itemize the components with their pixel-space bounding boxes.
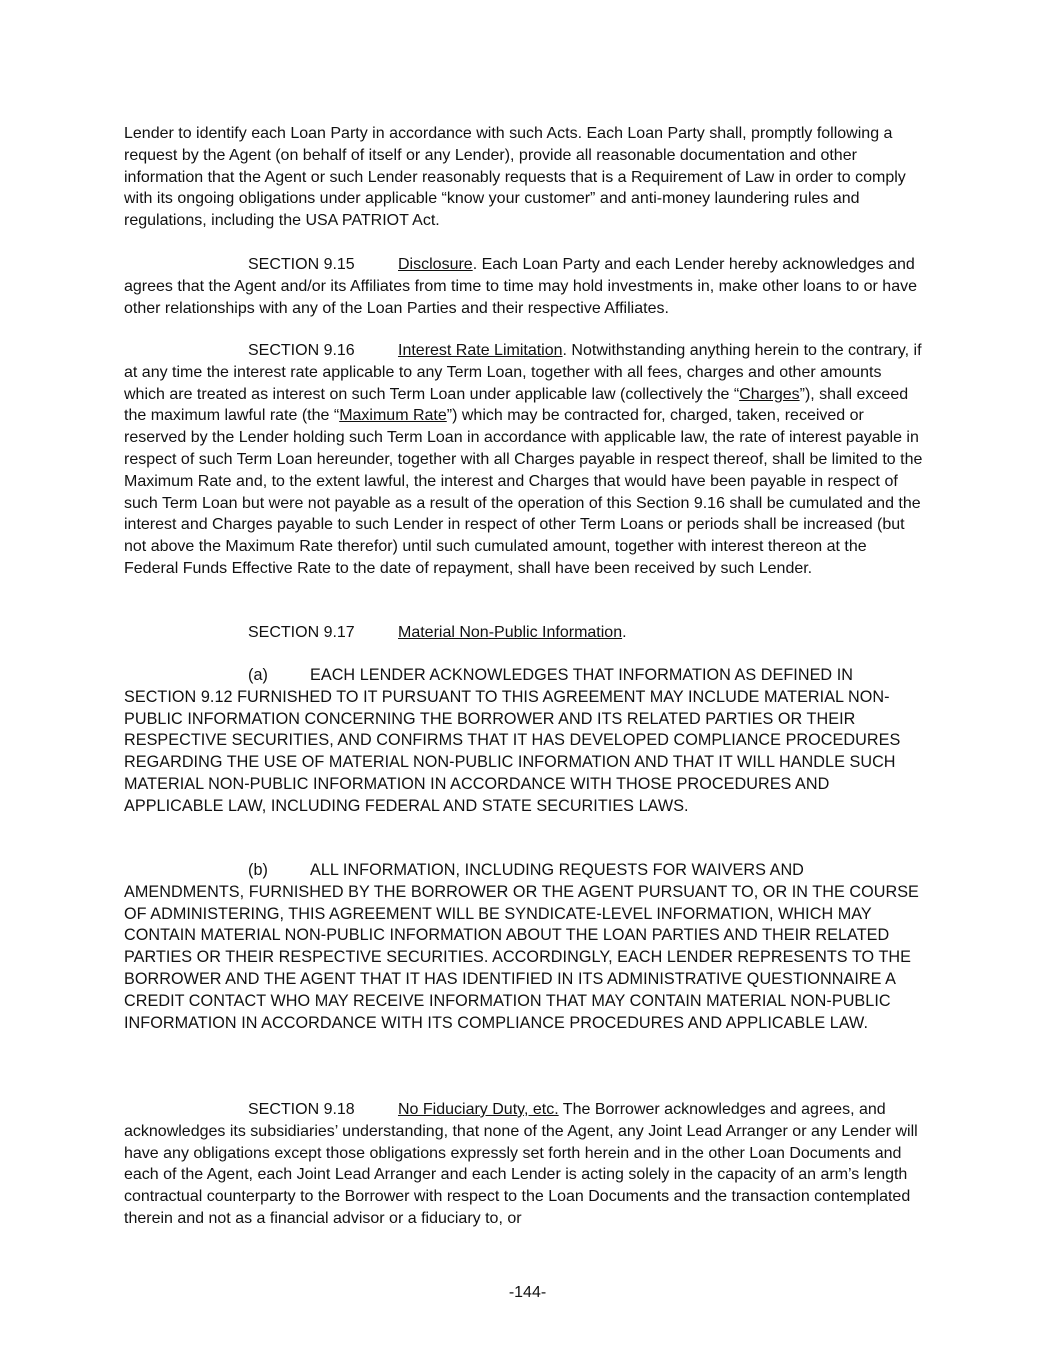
subsection-b [124, 860, 924, 1034]
subsection-text: ALL INFORMATION, INCLUDING REQUESTS FOR WAIVERS AND AMENDMENTS, FURNISHED BY THE BORROWER OR THE AGENT PURSUANT TO, OR IN THE COURSE OF ADMINISTERING, THIS AGREEMENT WILL BE SYNDICATE-LEVEL INFORMATION, WHICH MAY CONTAIN MATERIAL NON-PUBLIC INFORMATION ABOUT THE LOAN PARTIES AND THEIR RELATED PARTIES OR THEIR RESPECTIVE SECURITIES. ACCORDINGLY, EACH LENDER REPRESENTS TO THE BORROWER AND THE AGENT THAT IT HAS IDENTIFIED IN ITS ADMINISTRATIVE QUESTIONNAIRE A CREDIT CONTACT WHO MAY RECEIVE INFORMATION THAT MAY CONTAIN MATERIAL NON-PUBLIC INFORMATION IN ACCORDANCE WITH ITS COMPLIANCE PROCEDURES AND APPLICABLE LAW. [124, 861, 919, 1032]
section-title: No Fiduciary Duty, etc. [398, 1101, 559, 1118]
section-number: SECTION 9.15 [248, 256, 355, 273]
section-9-18 [124, 1099, 924, 1230]
subsection-a [124, 665, 924, 818]
defined-term-maximum-rate: Maximum Rate [339, 407, 447, 425]
section-title: Interest Rate Limitation [398, 342, 563, 359]
section-9-17: SECTION 9.17 Material Non-Public Information. [124, 622, 924, 644]
section-number: SECTION 9.17 [248, 624, 355, 641]
intro-paragraph: Lender to identify each Loan Party in accordance with such Acts. Each Loan Party shall, promptly following a request by the Agent (on behalf of itself or any Lender), provide all reasonable documentation and other information that the Agent or such Lender reasonably requests that is a Requirement of Law in order to comply with its ongoing obligations under applicable “know your customer” and anti-money laundering rules and regulations, including the USA PATRIOT Act. [124, 125, 906, 230]
section-9-16: SECTION 9.16 Interest Rate Limitation. Notwithstanding anything herein to the contrary, if at any time the interest rate applicable to any Term Loan, together with all fees, charges and other amounts which are treated as interest on such Term Loan under applicable law (collectively the “Charges”), shall exceed the maximum lawful rate (the “Maximum Rate”) which may be contracted for, charged, taken, received or reserved by the Lender holding such Term Loan in accordance with applicable law, the rate of interest payable in respect of such Term Loan hereunder, together with all Charges payable in respect thereof, shall be limited to the Maximum Rate and, to the extent lawful, the interest and Charges that would have been payable in respect of such Term Loan but were not payable as a result of the operation of this Section 9.16 shall be cumulated and the interest and Charges payable to such Lender in respect of other Term Loans or periods shall be increased (but not above the Maximum Rate therefor) until such cumulated amount, together with interest thereon at the Federal Funds Effective Rate to the date of repayment, shall have been received by such Lender. [124, 342, 923, 577]
section-body: The Borrower acknowledges and agrees, and acknowledges its subsidiaries’ understanding, that none of the Agent, any Joint Lead Arranger or any Lender will have any obligations except those obligations expressly set forth herein and in the other Loan Documents and each of the Agent, each Joint Lead Arranger and each Lender is acting solely in the capacity of an arm’s length contractual counterparty to the Borrower with respect to the Loan Documents and the transaction contemplated therein and not as a financial advisor or a fiduciary to, or [124, 1101, 918, 1227]
defined-term-charges: Charges [739, 385, 800, 403]
section-number: SECTION 9.16 [248, 342, 355, 359]
page-number: -144- [508, 1284, 547, 1301]
section-number: SECTION 9.18 [248, 1101, 355, 1118]
section-9-15: SECTION 9.15 Disclosure. Each Loan Party and each Lender hereby acknowledges and agrees that the Agent and/or its Affiliates from time to time may hold investments in, make other loans to or have other relationships with any of the Loan Parties and their respective Affiliates. [124, 256, 917, 317]
section-body: Notwithstanding anything herein to the contrary, if at any time the interest rate applicable to any Term Loan, together with all fees, charges and other amounts which are treated as interest on such Term Loan under applicable law (collectively the “ [124, 342, 922, 403]
subsection-text: EACH LENDER ACKNOWLEDGES THAT INFORMATION AS DEFINED IN SECTION 9.12 FURNISHED TO IT PURSUANT TO THIS AGREEMENT MAY INCLUDE MATERIAL NON-PUBLIC INFORMATION CONCERNING THE BORROWER AND ITS RELATED PARTIES OR THEIR RESPECTIVE SECURITIES, AND CONFIRMS THAT IT HAS DEVELOPED COMPLIANCE PROCEDURES REGARDING THE USE OF MATERIAL NON-PUBLIC INFORMATION AND THAT IT WILL HANDLE SUCH MATERIAL NON-PUBLIC INFORMATION IN ACCORDANCE WITH THOSE PROCEDURES AND APPLICABLE LAW, INCLUDING FEDERAL AND STATE SECURITIES LAWS. [124, 666, 901, 815]
section-title: Material Non-Public Information [398, 624, 623, 641]
section-title: Disclosure [398, 256, 473, 273]
subsection-label: (a) [248, 666, 268, 684]
section-body: Each Loan Party and each Lender hereby acknowledges and agrees that the Agent and/or its Affiliates from time to time may hold investments in, make other loans to or have other relationships with any of the Loan Parties and their respective Affiliates. [124, 256, 917, 317]
subsection-label: (b) [248, 861, 268, 879]
